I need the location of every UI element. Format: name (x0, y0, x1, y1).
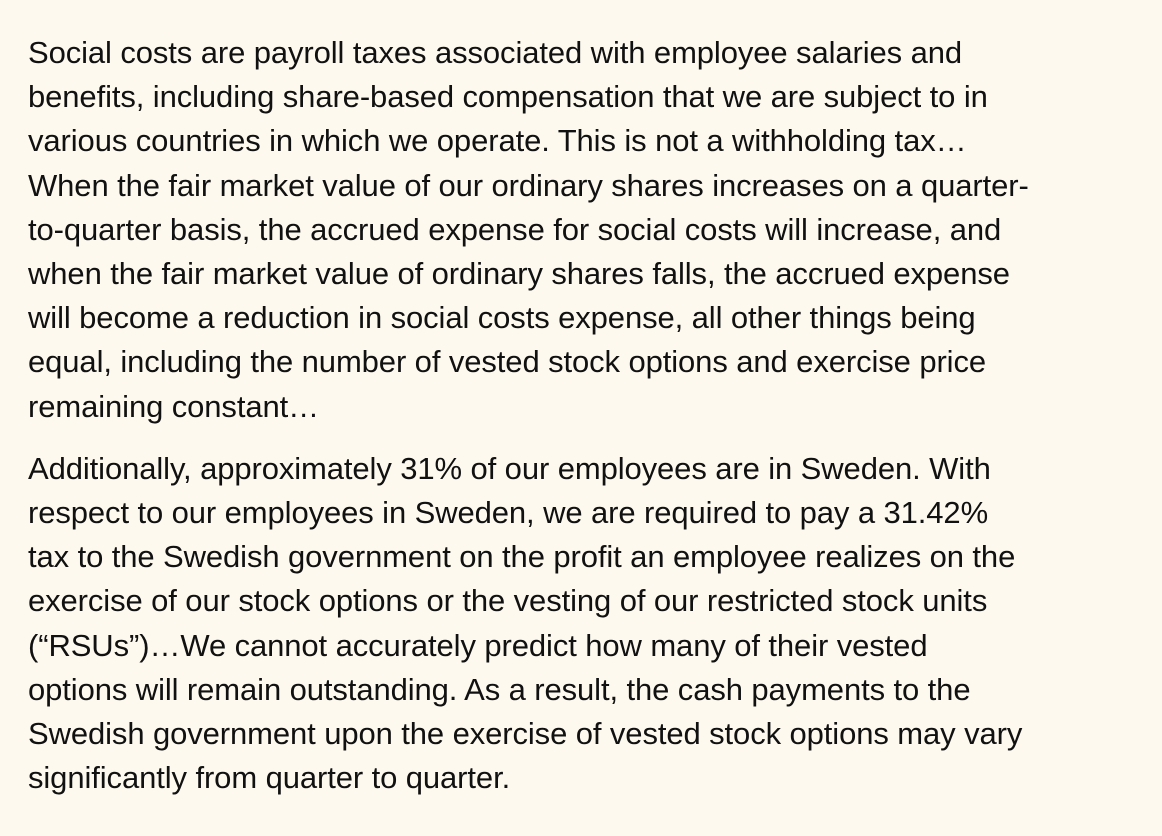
text-line: (“RSUs”)…We cannot accurately predict how many of their vested (28, 627, 928, 663)
text-line: equal, including the number of vested stock options and exercise price (28, 344, 987, 380)
text-line: to-quarter basis, the accrued expense for social costs will increase, and (28, 211, 1002, 247)
text-line: Social costs are payroll taxes associated with employee salaries and (28, 35, 963, 70)
text-line: options will remain outstanding. As a result, the cash payments to the (28, 671, 971, 707)
text-line: Additionally, approximately 31% of our employees are in Sweden. With (28, 450, 991, 486)
text-line: when the fair market value of ordinary shares falls, the accrued expense (28, 256, 1010, 292)
text-line: will become a reduction in social costs expense, all other things being (28, 300, 976, 336)
text-line: significantly from quarter to quarter. (28, 760, 511, 796)
paragraph-sweden-tax (28, 447, 1142, 801)
text-line: various countries in which we operate. This is not a withholding tax… (28, 123, 967, 159)
text-line: remaining constant… (28, 388, 320, 424)
text-line: benefits, including share-based compensation that we are subject to in (28, 79, 988, 115)
text-line: respect to our employees in Sweden, we are required to pay a 31.42% (28, 495, 989, 531)
text-line: tax to the Swedish government on the profit an employee realizes on the (28, 539, 1016, 575)
paragraph-social-costs (28, 31, 1142, 429)
text-line: Swedish government upon the exercise of vested stock options may vary (28, 716, 1023, 752)
text-line: When the fair market value of our ordinary shares increases on a quarter- (28, 167, 1029, 203)
text-line: exercise of our stock options or the vesting of our restricted stock units (28, 583, 988, 619)
